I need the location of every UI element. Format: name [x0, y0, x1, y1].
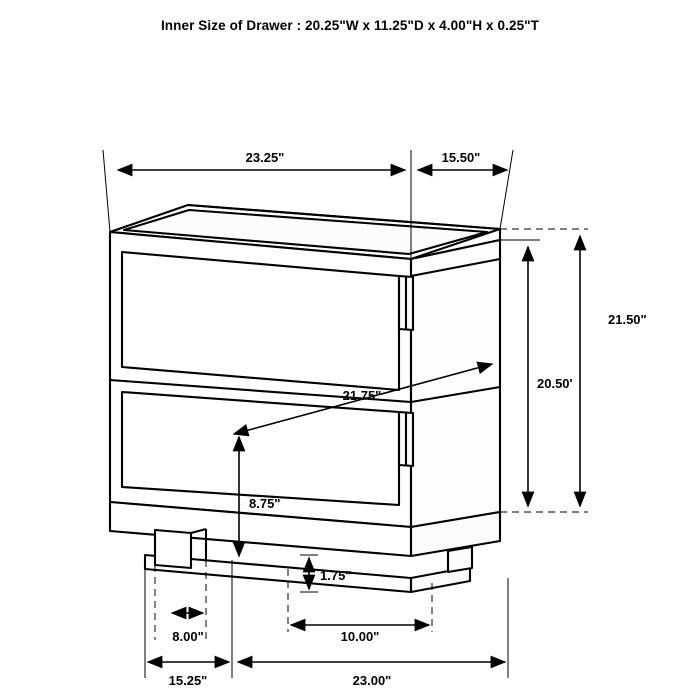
side-face — [411, 240, 500, 527]
label-overall-height: 21.50" — [608, 312, 647, 327]
foot-front-right — [448, 547, 472, 572]
foot-front-left — [155, 530, 191, 568]
label-top-side-depth: 15.50" — [441, 150, 481, 165]
drawer-front-lower — [122, 392, 399, 505]
label-top-front-width: 23.25" — [245, 150, 285, 165]
label-plinth-height: 1.75" — [320, 568, 352, 583]
label-drawer-height: 8.75" — [249, 496, 281, 511]
label-base-side-depth: 15.25" — [168, 673, 208, 688]
drawer-front-upper — [122, 252, 399, 390]
label-base-front-width: 23.00" — [352, 673, 392, 688]
label-drawer-front-width: 21.75" — [342, 388, 382, 403]
label-foot-width: 8.00" — [172, 629, 204, 644]
nightstand-body — [110, 205, 500, 592]
page-title: Inner Size of Drawer : 20.25"W x 11.25"D x 4.00"H x 0.25"T — [160, 18, 540, 33]
label-case-height: 20.50' — [537, 376, 573, 391]
label-base-inner-width: 10.00" — [340, 629, 380, 644]
ext-top-left — [103, 150, 110, 232]
ext-top-right — [500, 150, 513, 229]
